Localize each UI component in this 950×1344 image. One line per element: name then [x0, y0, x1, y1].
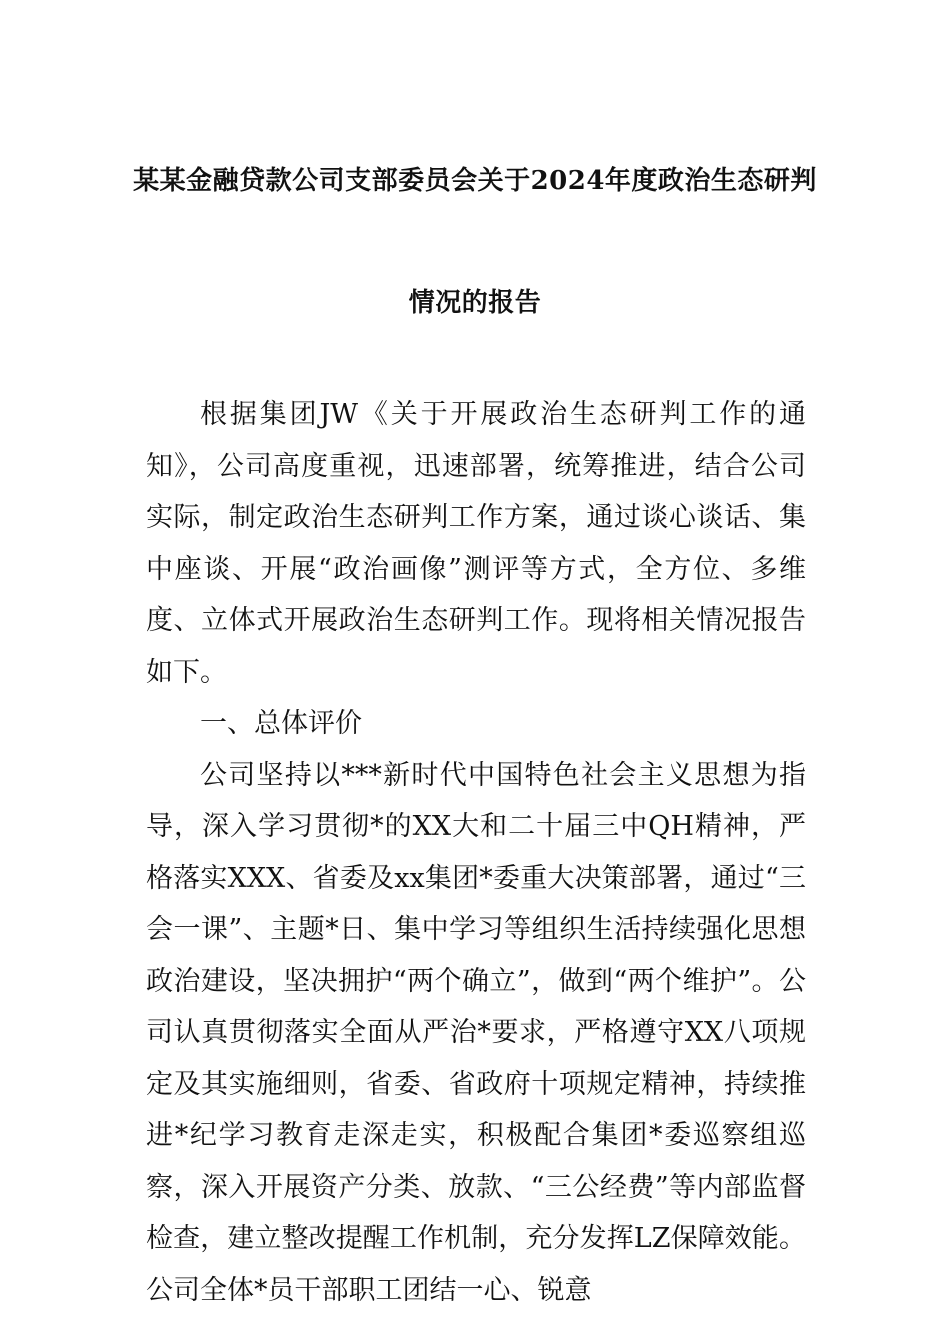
document-title-line-2: 情况的报告: [408, 288, 542, 318]
document-body: [146, 389, 806, 1316]
section-paragraph-overall-evaluation: 公司坚持以***新时代中国特色社会主义思想为指导，深入学习贯彻*的XX大和二十届三中QH精神，严格落实XXX、省委及xx集团*委重大决策部署，通过“三会一课”、主题*日、集中学习等组织生活持续强化思想政治建设，坚决拥护“两个确立”，做到“两个维护”。公司认真贯彻落实全面从严治*要求，严格遵守XX八项规定及其实施细则，省委、省政府十项规定精神，持续推进*纪学习教育走深走实，积极配合集团*委巡察组巡察，深入开展资产分类、放款、“三公经费”等内部监督检查，建立整改提醒工作机制，充分发挥LZ保障效能。公司全体*员干部职工团结一心、锐意: [146, 759, 806, 1306]
intro-paragraph: 根据集团JW《关于开展政治生态研判工作的通知》，公司高度重视，迅速部署，统筹推进，结合公司实际，制定政治生态研判工作方案，通过谈心谈话、集中座谈、开展“政治画像”测评等方式，全方位、多维度、立体式开展政治生态研判工作。现将相关情况报告如下。: [146, 399, 806, 688]
document-title-line-1: 某某金融贷款公司支部委员会关于2024年度政治生态研判: [133, 166, 817, 196]
section-heading-overall-evaluation: 一、总体评价: [200, 708, 362, 739]
